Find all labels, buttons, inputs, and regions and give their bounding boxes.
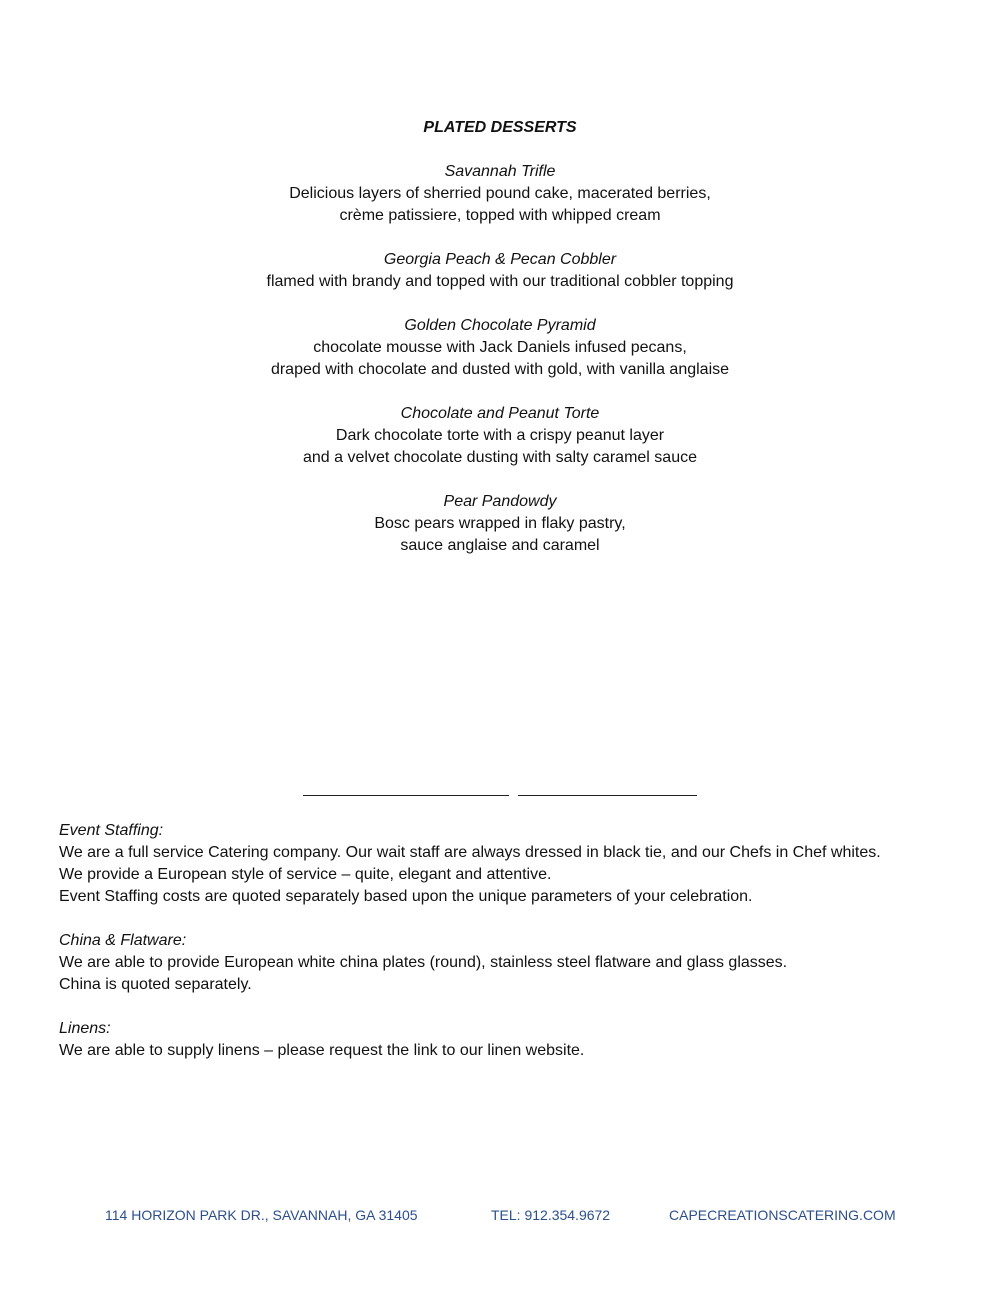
section-heading: Linens: — [59, 1020, 111, 1037]
signature-line — [303, 795, 509, 796]
section-text-line: We provide a European style of service – quite, elegant and attentive. — [59, 866, 552, 883]
dessert-description-line: Delicious layers of sherried pound cake, macerated berries, — [289, 185, 711, 202]
date-line — [518, 795, 697, 796]
plated-desserts-menu — [0, 117, 1000, 579]
footer-address: 114 HORIZON PARK DR., SAVANNAH, GA 31405 — [105, 1207, 418, 1223]
section-text-line: We are able to supply linens – please request the link to our linen website. — [59, 1042, 585, 1059]
signature-area — [0, 781, 1000, 801]
section-text-line: Event Staffing costs are quoted separately based upon the unique parameters of your celebration. — [59, 888, 753, 905]
dessert-description-line: Bosc pears wrapped in flaky pastry, — [374, 515, 626, 532]
dessert-description-line: and a velvet chocolate dusting with salty caramel sauce — [303, 449, 697, 466]
section-heading: China & Flatware: — [59, 932, 187, 949]
dessert-name: Golden Chocolate Pyramid — [404, 317, 596, 334]
footer-phone: TEL: 912.354.9672 — [491, 1207, 611, 1223]
dessert-name: Georgia Peach & Pecan Cobbler — [383, 251, 617, 268]
section-text-line: China is quoted separately. — [59, 976, 252, 993]
dessert-item — [0, 161, 1000, 227]
dessert-name: Chocolate and Peanut Torte — [400, 405, 600, 422]
dessert-item — [0, 403, 1000, 469]
dessert-description-line: sauce anglaise and caramel — [400, 537, 600, 554]
dessert-description-line: crème patissiere, topped with whipped cream — [339, 207, 661, 224]
event-staffing-section — [59, 820, 959, 908]
menu-title: PLATED DESSERTS — [423, 119, 577, 136]
dessert-item — [0, 491, 1000, 557]
dessert-description-line: Dark chocolate torte with a crispy peanut layer — [335, 427, 665, 444]
dessert-description-line: chocolate mousse with Jack Daniels infused pecans, — [313, 339, 687, 356]
dessert-item — [0, 249, 1000, 293]
linens-section — [59, 1018, 959, 1062]
china-flatware-section — [59, 930, 959, 996]
footer-website: CAPECREATIONSCATERING.COM — [669, 1207, 896, 1223]
dessert-description-line: flamed with brandy and topped with our traditional cobbler topping — [266, 273, 734, 290]
section-text-line: We are a full service Catering company. Our wait staff are always dressed in black tie, and our Chefs in Chef whites. — [59, 844, 881, 861]
dessert-name: Savannah Trifle — [444, 163, 556, 180]
service-info — [59, 820, 959, 1084]
dessert-name: Pear Pandowdy — [443, 493, 557, 510]
footer-contact — [0, 1207, 1000, 1227]
section-heading: Event Staffing: — [59, 822, 164, 839]
dessert-description-line: draped with chocolate and dusted with gold, with vanilla anglaise — [270, 361, 730, 378]
dessert-item — [0, 315, 1000, 381]
section-text-line: We are able to provide European white china plates (round), stainless steel flatware and glass glasses. — [59, 954, 788, 971]
